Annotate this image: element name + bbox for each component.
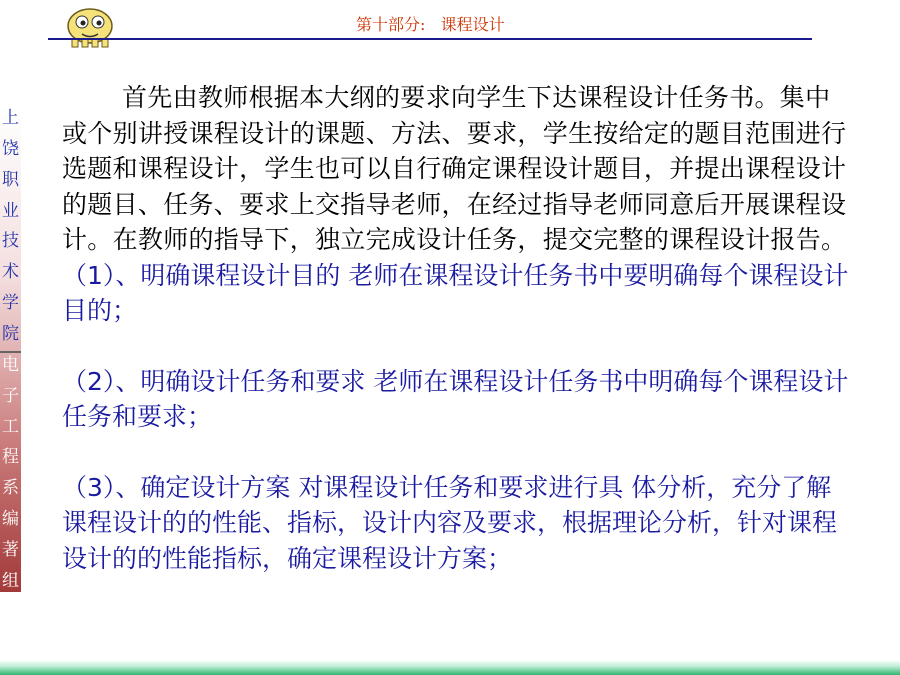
side-char: 业 — [2, 200, 19, 221]
spacer — [62, 329, 852, 364]
side-char: 学 — [2, 293, 19, 314]
side-char: 上 — [2, 108, 19, 128]
item-1: （1）、明确课程设计目的 老师在课程设计任务书中要明确每个课程设计目的； — [62, 260, 849, 325]
intro-paragraph: 首先由教师根据本大纲的要求向学生下达课程设计任务书。集中或个别讲授课程设计的课题、方法、要求，学生按给定的题目范围进行选题和课程设计，学生也可以自行确定课程设计题目，并提出课程设计的题目、任务、要求上交指导老师，在经过指导老师同意后开展课程设计。在教师的指导下，独立完成设计任务，提交完整的课程设计报告。 — [62, 83, 847, 254]
main-content — [62, 80, 852, 576]
side-char: 组 — [2, 570, 19, 591]
side-divider — [0, 351, 21, 353]
item-3: （3）、确定设计方案 对课程设计任务和要求进行具 体分析，充分了解课程设计的的性能、指标，设计内容及要求，根据理论分析，针对课程设计的的性能指标，确定课程设计方案； — [62, 472, 838, 573]
side-char: 技 — [2, 231, 19, 252]
section-title: 第十部分: 课程设计 — [356, 15, 505, 34]
side-char: 著 — [2, 540, 19, 561]
side-char: 程 — [2, 447, 19, 468]
side-char: 电 — [2, 354, 19, 375]
footer-gradient-bar — [0, 660, 900, 675]
cartoon-mascot-icon — [58, 6, 122, 48]
side-char: 工 — [2, 416, 19, 437]
side-char: 职 — [2, 169, 19, 190]
side-char: 系 — [2, 478, 19, 499]
header-divider — [48, 38, 812, 40]
side-char: 编 — [2, 509, 19, 530]
side-char: 子 — [2, 385, 19, 406]
side-vertical-banner — [0, 108, 21, 592]
side-char: 术 — [2, 262, 19, 283]
side-char: 院 — [2, 324, 19, 345]
item-2: （2）、明确设计任务和要求 老师在课程设计任务书中明确每个课程设计任务和要求； — [62, 366, 849, 431]
spacer — [62, 435, 852, 470]
side-char: 饶 — [2, 138, 19, 159]
